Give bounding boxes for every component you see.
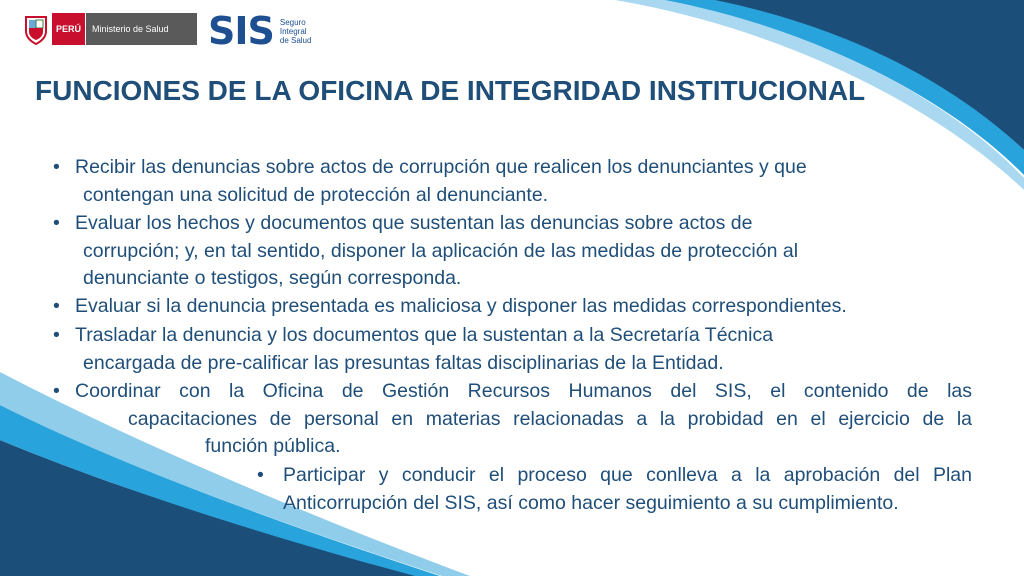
sis-tagline-line: de Salud bbox=[279, 35, 312, 45]
item-line: Recibir las denuncias sobre actos de corrupción que realicen los denunciantes y que bbox=[75, 156, 807, 178]
ministry-label: Ministerio de Salud bbox=[86, 13, 197, 45]
bullet: • bbox=[53, 295, 60, 317]
item-line: Anticorrupción del SIS, así como hacer seguimiento a su cumplimiento. bbox=[283, 491, 899, 514]
item-line: Coordinar con la Oficina de Gestión Recursos Humanos del SIS, el contenido de las bbox=[75, 380, 972, 402]
list-item bbox=[53, 322, 774, 377]
item-line: Evaluar los hechos y documentos que sustentan las denuncias sobre actos de bbox=[75, 212, 753, 234]
sis-brand-word: SIS bbox=[208, 9, 274, 53]
item-line: denunciante o testigos, según corresponda. bbox=[83, 267, 462, 289]
item-line: Evaluar si la denuncia presentada es maliciosa y disponer las medidas correspondientes. bbox=[75, 295, 847, 317]
item-line: corrupción; y, en tal sentido, disponer la aplicación de las medidas de protección al bbox=[83, 239, 799, 262]
bullet: • bbox=[53, 156, 60, 178]
list-item bbox=[53, 154, 807, 209]
list-item bbox=[53, 210, 799, 293]
item-line: capacitaciones de personal en materias relacionadas a la probidad en el ejercicio de la bbox=[128, 407, 972, 430]
bullet: • bbox=[257, 464, 264, 486]
item-line: Trasladar la denuncia y los documentos que la sustentan a la Secretaría Técnica bbox=[75, 324, 774, 346]
list-item bbox=[257, 462, 972, 517]
peru-label: PERÚ bbox=[52, 13, 85, 45]
item-line: Participar y conducir el proceso que conlleva a la aprobación del Plan bbox=[283, 464, 972, 486]
bullet: • bbox=[53, 212, 60, 234]
bullet: • bbox=[53, 380, 60, 402]
list-item bbox=[53, 293, 847, 321]
list-item bbox=[53, 378, 972, 461]
slide-title: FUNCIONES DE LA OFICINA DE INTEGRIDAD INSTITUCIONAL bbox=[35, 75, 866, 106]
item-line: función pública. bbox=[205, 435, 341, 457]
bullet: • bbox=[53, 324, 60, 346]
item-line: encargada de pre-calificar las presuntas faltas disciplinarias de la Entidad. bbox=[83, 351, 724, 374]
sis-tagline-line: Integral bbox=[279, 26, 307, 36]
sis-tagline-line: Seguro bbox=[279, 17, 306, 27]
item-line: contengan una solicitud de protección al denunciante. bbox=[83, 183, 549, 206]
